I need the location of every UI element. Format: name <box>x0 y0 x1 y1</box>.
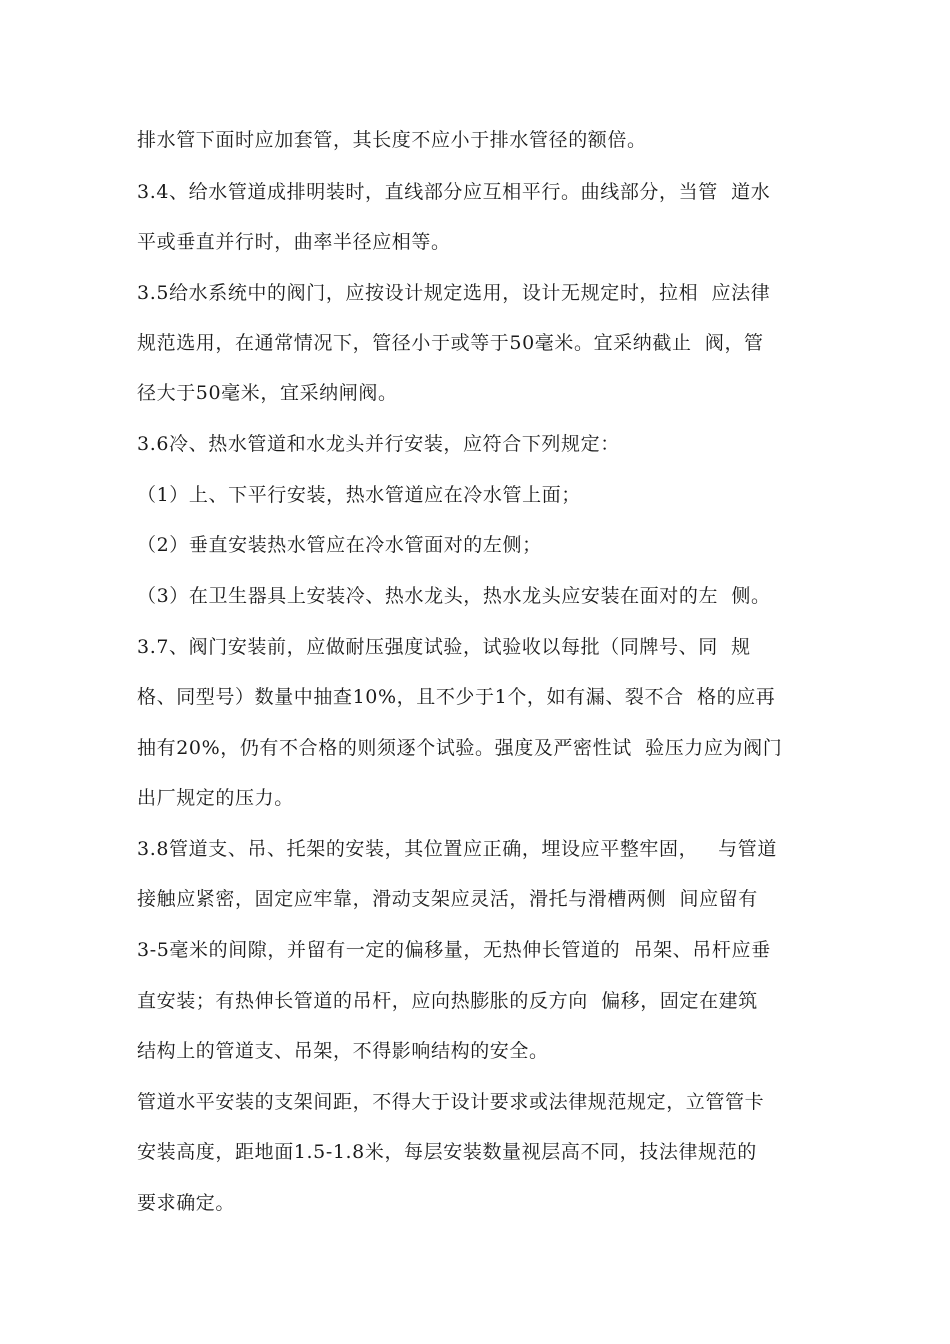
text-line: 排水管下面时应加套管，其长度不应小于排水管径的额倍。 <box>137 129 647 151</box>
text-line: 3.6冷、热水管道和水龙头并行安装，应符合下列规定： <box>137 433 620 455</box>
text-line: 3.8管道支、吊、托架的安装，其位置应正确，埋设应平整牢固， 与管道 <box>137 838 777 860</box>
text-line: 3-5毫米的间隙，并留有一定的偏移量，无热伸长管道的 吊架、吊杆应垂 <box>137 939 771 961</box>
text-line: 管道水平安装的支架间距，不得大于设计要求或法律规范规定，立管管卡 <box>137 1091 765 1113</box>
text-line: 抽有20%，仍有不合格的则须逐个试验。强度及严密性试 验压力应为阀门 <box>137 737 783 759</box>
text-line: 3.4、给水管道成排明装时，直线部分应互相平行。曲线部分，当管 道水 <box>137 181 771 203</box>
text-line: 要求确定。 <box>137 1192 236 1214</box>
text-line: 3.7、阀门安装前，应做耐压强度试验，试验收以每批（同牌号、同 规 <box>137 636 751 658</box>
text-line: 出厂规定的压力。 <box>137 787 294 809</box>
text-line: （2）垂直安装热水管应在冷水管面对的左侧； <box>137 534 542 556</box>
text-line: 直安装；有热伸长管道的吊杆，应向热膨胀的反方向 偏移，固定在建筑 <box>137 990 758 1012</box>
text-line: 结构上的管道支、吊架，不得影响结构的安全。 <box>137 1040 549 1062</box>
text-line: 格、同型号）数量中抽查10%，且不少于1个，如有漏、裂不合 格的应再 <box>137 686 776 708</box>
text-line: （3）在卫生器具上安装冷、热水龙头，热水龙头应安装在面对的左 侧。 <box>137 585 771 607</box>
text-line: 径大于50毫米，宜采纳闸阀。 <box>137 382 398 404</box>
text-line: 接触应紧密，固定应牢靠，滑动支架应灵活，滑托与滑槽两侧 间应留有 <box>137 888 758 910</box>
text-line: 安装高度，距地面1.5-1.8米，每层安装数量视层高不同，技法律规范的 <box>137 1141 757 1163</box>
text-line: 规范选用，在通常情况下，管径小于或等于50毫米。宜采纳截止 阀，管 <box>137 332 764 354</box>
text-line: 平或垂直并行时，曲率半径应相等。 <box>137 231 451 253</box>
text-line: （1）上、下平行安装，热水管道应在冷水管上面； <box>137 484 581 506</box>
text-line: 3.5给水系统中的阀门，应按设计规定选用，设计无规定时，拉相 应法律 <box>137 282 771 304</box>
